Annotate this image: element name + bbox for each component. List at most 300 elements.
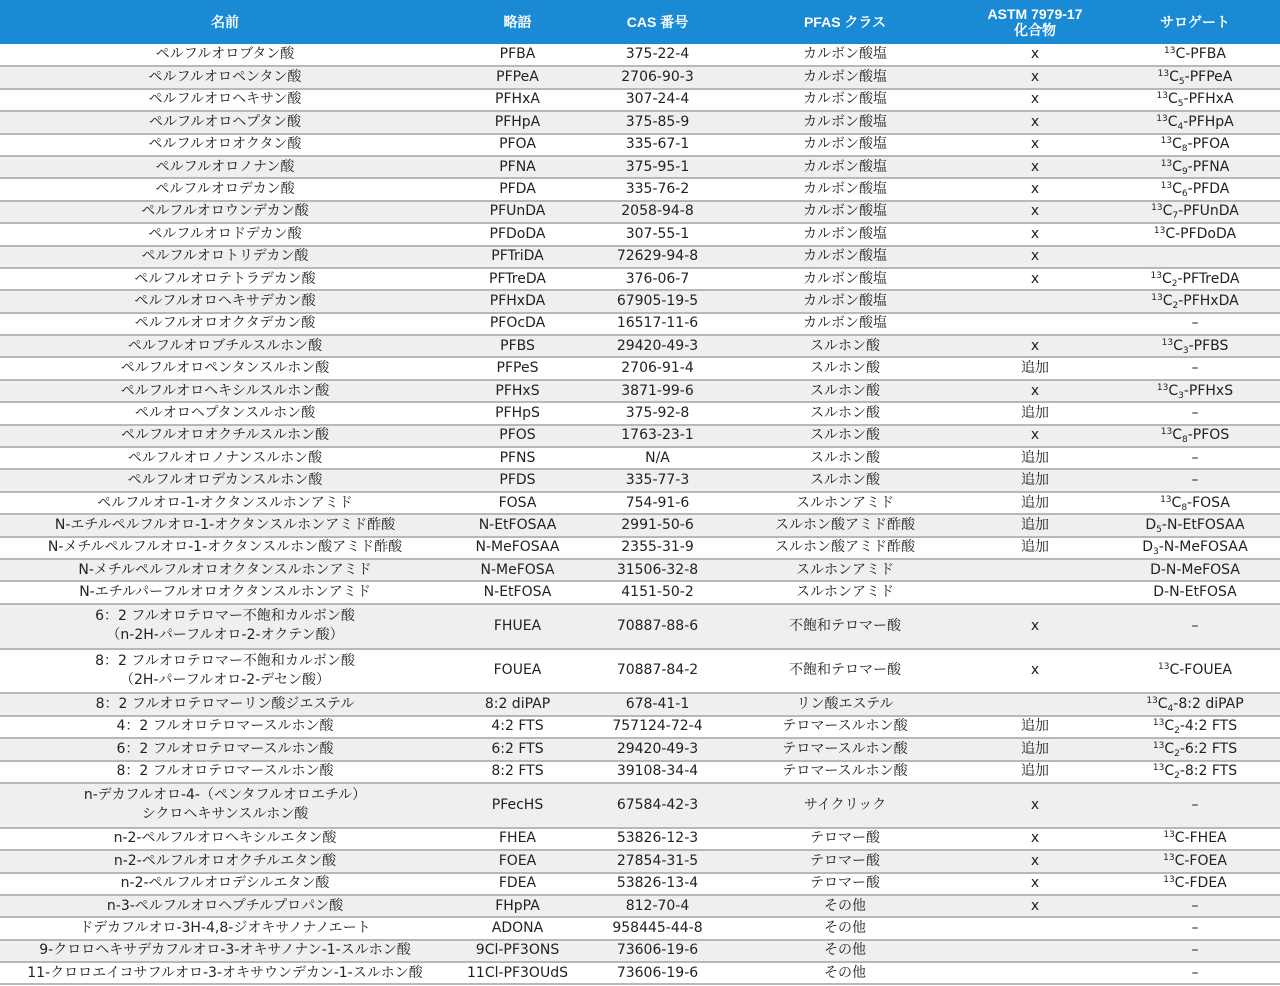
cell-cas: 754-91-6 [585, 492, 730, 514]
cell-surrogate [1110, 447, 1280, 469]
cell-cas: 53826-13-4 [585, 873, 730, 895]
cell-name: ペルフルオロウンデカン酸 [0, 201, 450, 223]
cell-abbr: FHUEA [450, 604, 585, 649]
cell-abbr: 8:2 diPAP [450, 693, 585, 715]
cell-astm: x [960, 111, 1110, 133]
cell-class: スルホン酸 [730, 380, 960, 402]
surrogate-element: C [1169, 662, 1180, 679]
cell-class: 不飽和テロマー酸 [730, 649, 960, 694]
cell-cas: 375-92-8 [585, 402, 730, 424]
surrogate-element: C [1167, 113, 1178, 130]
cell-class: カルボン酸塩 [730, 268, 960, 290]
surrogate-isotope-mass: 13 [1153, 225, 1166, 236]
surrogate-compound: -FDEA [1184, 875, 1227, 892]
cell-abbr: ADONA [450, 917, 585, 939]
cell-cas: 375-22-4 [585, 44, 730, 66]
surrogate-compound: -PFNA [1187, 158, 1230, 175]
table-row [0, 223, 1280, 245]
surrogate-compound: -FHEA [1184, 830, 1227, 847]
cell-cas: 73606-19-6 [585, 962, 730, 984]
cell-abbr: FHpPA [450, 895, 585, 917]
cell-surrogate [1110, 693, 1280, 715]
surrogate-atom-count: 3 [1182, 345, 1189, 356]
cell-cas: 29420-49-3 [585, 335, 730, 357]
cell-cas: 757124-72-4 [585, 716, 730, 738]
surrogate-compound: – [1191, 796, 1199, 813]
cell-surrogate [1110, 66, 1280, 88]
cell-astm: x [960, 156, 1110, 178]
surrogate-isotope-mass: 13 [1152, 718, 1165, 729]
cell-abbr: PFHpA [450, 111, 585, 133]
cell-surrogate [1110, 738, 1280, 760]
table-row [0, 402, 1280, 424]
cell-abbr: PFHpS [450, 402, 585, 424]
surrogate-compound: -PFHxS [1183, 382, 1234, 399]
cell-cas: 53826-12-3 [585, 828, 730, 850]
surrogate-isotope-mass: 13 [1157, 662, 1170, 673]
cell-abbr: PFDA [450, 178, 585, 200]
surrogate-compound: -PFBA [1185, 46, 1226, 63]
table-row [0, 111, 1280, 133]
cell-abbr: 9Cl-PF3ONS [450, 940, 585, 962]
cell-surrogate [1110, 156, 1280, 178]
cell-abbr: PFTreDA [450, 268, 585, 290]
surrogate-compound: -6:2 FTS [1179, 740, 1238, 757]
cell-class: スルホンアミド [730, 559, 960, 581]
cell-name: ペルフルオロブチルスルホン酸 [0, 335, 450, 357]
cell-abbr: PFOcDA [450, 313, 585, 335]
cell-cas: 16517-11-6 [585, 313, 730, 335]
cell-surrogate [1110, 828, 1280, 850]
surrogate-element: C [1168, 382, 1179, 399]
surrogate-isotope-mass: 13 [1160, 427, 1173, 438]
cell-surrogate [1110, 134, 1280, 156]
header-surrogate: サロゲート [1110, 0, 1280, 44]
cell-name: 4：2 フルオロテロマースルホン酸 [0, 716, 450, 738]
cell-abbr: PFNS [450, 447, 585, 469]
cell-class: カルボン酸塩 [730, 201, 960, 223]
cell-astm: 追加 [960, 761, 1110, 783]
cell-cas: 335-76-2 [585, 178, 730, 200]
table-row [0, 357, 1280, 379]
surrogate-atom-count: 7 [1172, 211, 1179, 222]
table-row [0, 246, 1280, 268]
surrogate-atom-count: 2 [1174, 771, 1180, 782]
cell-class: テロマースルホン酸 [730, 716, 960, 738]
header-name: 名前 [0, 0, 450, 44]
cell-cas: 4151-50-2 [585, 581, 730, 603]
cell-surrogate [1110, 895, 1280, 917]
table-row [0, 559, 1280, 581]
cell-cas: 307-55-1 [585, 223, 730, 245]
cell-surrogate [1110, 425, 1280, 447]
surrogate-isotope-mass: 13 [1156, 113, 1168, 124]
cell-cas: 72629-94-8 [585, 246, 730, 268]
cell-astm [960, 581, 1110, 603]
surrogate-isotope-mass: 13 [1156, 382, 1169, 393]
cell-astm: x [960, 66, 1110, 88]
cell-name: 8：2 フルオロテロマースルホン酸 [0, 761, 450, 783]
cell-cas: 812-70-4 [585, 895, 730, 917]
cell-surrogate [1110, 335, 1280, 357]
surrogate-compound: – [1191, 360, 1199, 377]
cell-name: ペルフルオロオクチルスルホン酸 [0, 425, 450, 447]
cell-class: その他 [730, 940, 960, 962]
cell-name: ペルフルオロペンタン酸 [0, 66, 450, 88]
table-row [0, 850, 1280, 872]
cell-astm: x [960, 895, 1110, 917]
table-row [0, 537, 1280, 559]
cell-astm: x [960, 380, 1110, 402]
cell-cas: 2355-31-9 [585, 537, 730, 559]
cell-cas: 376-06-7 [585, 268, 730, 290]
surrogate-atom-count: 5 [1177, 99, 1184, 110]
cell-abbr: 6:2 FTS [450, 738, 585, 760]
cell-astm: x [960, 268, 1110, 290]
cell-name: 11-クロロエイコサフルオロ-3-オキサウンデカン-1-スルホン酸 [0, 962, 450, 984]
cell-astm [960, 940, 1110, 962]
cell-class: スルホン酸 [730, 469, 960, 491]
cell-cas: 958445-44-8 [585, 917, 730, 939]
surrogate-compound: -PFHxA [1183, 91, 1234, 108]
table-row [0, 828, 1280, 850]
table-row [0, 917, 1280, 939]
cell-cas: 3871-99-6 [585, 380, 730, 402]
cell-abbr: N-MeFOSA [450, 559, 585, 581]
cell-class: スルホン酸 [730, 357, 960, 379]
surrogate-element: C [1161, 270, 1172, 287]
cell-cas: 70887-84-2 [585, 649, 730, 694]
surrogate-isotope-mass: 13 [1163, 830, 1175, 841]
cell-abbr: FOUEA [450, 649, 585, 694]
surrogate-atom-count: 3 [1178, 390, 1184, 401]
cell-name: N-エチルパーフルオロオクタンスルホンアミド [0, 581, 450, 603]
cell-abbr: PFTriDA [450, 246, 585, 268]
cell-cas: 73606-19-6 [585, 940, 730, 962]
surrogate-element: C [1162, 203, 1173, 220]
surrogate-element: C [1162, 292, 1173, 309]
cell-abbr: PFHxS [450, 380, 585, 402]
cell-cas: 307-24-4 [585, 89, 730, 111]
surrogate-compound: D-N-EtFOSA [1153, 584, 1237, 601]
cell-surrogate [1110, 514, 1280, 536]
cell-surrogate [1110, 761, 1280, 783]
cell-astm: 追加 [960, 514, 1110, 536]
cell-class: テロマースルホン酸 [730, 761, 960, 783]
cell-surrogate [1110, 313, 1280, 335]
cell-class: カルボン酸塩 [730, 156, 960, 178]
cell-surrogate [1110, 716, 1280, 738]
table-row [0, 492, 1280, 514]
cell-astm: x [960, 178, 1110, 200]
cell-astm: x [960, 425, 1110, 447]
cell-class: スルホン酸 [730, 335, 960, 357]
surrogate-compound: D-N-MeFOSA [1150, 561, 1240, 578]
cell-name: ペルフルオロブタン酸 [0, 44, 450, 66]
cell-surrogate [1110, 246, 1280, 268]
cell-class: カルボン酸塩 [730, 313, 960, 335]
cell-surrogate [1110, 44, 1280, 66]
surrogate-atom-count: 8 [1181, 502, 1188, 513]
surrogate-element: C [1171, 494, 1182, 511]
cell-astm: x [960, 828, 1110, 850]
surrogate-compound: – [1191, 449, 1199, 466]
surrogate-compound: -FOEA [1184, 852, 1227, 869]
cell-name: ペルフルオロ-1-オクタンスルホンアミド [0, 492, 450, 514]
cell-abbr: 11Cl-PF3OUdS [450, 962, 585, 984]
cell-surrogate [1110, 873, 1280, 895]
surrogate-element: C [1164, 718, 1175, 735]
cell-name: ペルフルオロオクタン酸 [0, 134, 450, 156]
cell-class: カルボン酸塩 [730, 111, 960, 133]
cell-class: テロマー酸 [730, 850, 960, 872]
surrogate-isotope-mass: 13 [1160, 494, 1172, 505]
cell-surrogate [1110, 559, 1280, 581]
surrogate-compound: -4:2 FTS [1179, 718, 1238, 735]
table-row [0, 313, 1280, 335]
cell-class: スルホン酸 [730, 402, 960, 424]
cell-class: スルホン酸 [730, 425, 960, 447]
cell-name: ペルフルオロトリデカン酸 [0, 246, 450, 268]
cell-astm: x [960, 335, 1110, 357]
surrogate-compound: -PFUnDA [1178, 203, 1239, 220]
cell-cas: 335-67-1 [585, 134, 730, 156]
cell-class: スルホンアミド [730, 581, 960, 603]
surrogate-element: C [1173, 337, 1183, 354]
cell-abbr: PFecHS [450, 783, 585, 828]
cell-surrogate [1110, 649, 1280, 694]
table-row [0, 649, 1280, 694]
surrogate-atom-count: 4 [1177, 121, 1184, 132]
cell-name: ペルフルオロドデカン酸 [0, 223, 450, 245]
cell-abbr: PFPeS [450, 357, 585, 379]
table-row [0, 134, 1280, 156]
surrogate-compound: – [1191, 897, 1199, 914]
cell-name: 8：2 フルオロテロマーリン酸ジエステル [0, 693, 450, 715]
cell-abbr: FHEA [450, 828, 585, 850]
cell-name: N-メチルペルフルオロ-1-オクタンスルホン酸アミド酢酸 [0, 537, 450, 559]
surrogate-atom-count: 9 [1181, 166, 1188, 177]
table-row [0, 380, 1280, 402]
cell-cas: 70887-88-6 [585, 604, 730, 649]
cell-astm [960, 290, 1110, 312]
header-astm: ASTM 7979-17 化合物 [960, 0, 1110, 44]
cell-abbr: PFBS [450, 335, 585, 357]
surrogate-isotope-mass: 13 [1163, 852, 1175, 863]
cell-cas: 29420-49-3 [585, 738, 730, 760]
cell-astm: x [960, 201, 1110, 223]
surrogate-compound: -PFDA [1187, 181, 1230, 198]
cell-class: カルボン酸塩 [730, 290, 960, 312]
surrogate-compound: -PFHpA [1183, 113, 1234, 130]
cell-surrogate [1110, 469, 1280, 491]
cell-abbr: PFOA [450, 134, 585, 156]
header-abbr: 略語 [450, 0, 585, 44]
surrogate-element: C [1164, 763, 1175, 780]
header-cas: CAS 番号 [585, 0, 730, 44]
cell-name: ペルフルオロノナン酸 [0, 156, 450, 178]
cell-name: n-2-ペルフルオロヘキシルエタン酸 [0, 828, 450, 850]
cell-abbr: 8:2 FTS [450, 761, 585, 783]
surrogate-compound: – [1191, 964, 1199, 981]
surrogate-isotope-mass: 13 [1156, 91, 1168, 102]
table-body [0, 44, 1280, 984]
table-row [0, 738, 1280, 760]
cell-name: ペルフルオロノナンスルホン酸 [0, 447, 450, 469]
surrogate-element: D [1145, 516, 1157, 533]
surrogate-isotope-mass: 13 [1152, 740, 1165, 751]
cell-cas: N/A [585, 447, 730, 469]
cell-astm [960, 313, 1110, 335]
cell-astm: x [960, 873, 1110, 895]
surrogate-compound: -PFTreDA [1177, 270, 1240, 287]
cell-astm [960, 693, 1110, 715]
surrogate-atom-count: 2 [1174, 726, 1180, 737]
cell-name: 6：2 フルオロテロマー不飽和カルボン酸 （n-2H-パーフルオロ-2-オクテン酸） [0, 604, 450, 649]
cell-name: N-エチルペルフルオロ-1-オクタンスルホンアミド酢酸 [0, 514, 450, 536]
surrogate-isotope-mass: 13 [1160, 136, 1173, 147]
cell-abbr: FOEA [450, 850, 585, 872]
cell-class: テロマー酸 [730, 828, 960, 850]
cell-astm: x [960, 89, 1110, 111]
cell-surrogate [1110, 357, 1280, 379]
cell-astm: x [960, 246, 1110, 268]
surrogate-element: C [1169, 69, 1179, 86]
cell-name: ペルフルオロデカンスルホン酸 [0, 469, 450, 491]
surrogate-element: C [1174, 852, 1185, 869]
surrogate-isotope-mass: 13 [1160, 181, 1173, 192]
table-row [0, 581, 1280, 603]
surrogate-compound: -PFPeA [1184, 69, 1233, 86]
cell-astm: 追加 [960, 402, 1110, 424]
table-row [0, 962, 1280, 984]
cell-surrogate [1110, 201, 1280, 223]
cell-name: 8：2 フルオロテロマー不飽和カルボン酸 （2H-パーフルオロ-2-デセン酸） [0, 649, 450, 694]
table-row [0, 290, 1280, 312]
cell-surrogate [1110, 537, 1280, 559]
cell-class: その他 [730, 895, 960, 917]
cell-surrogate [1110, 268, 1280, 290]
cell-astm: x [960, 850, 1110, 872]
table-row [0, 156, 1280, 178]
surrogate-atom-count: 2 [1172, 300, 1179, 311]
table-row [0, 425, 1280, 447]
table-row [0, 447, 1280, 469]
table-row [0, 89, 1280, 111]
cell-surrogate [1110, 962, 1280, 984]
cell-cas: 1763-23-1 [585, 425, 730, 447]
surrogate-compound: -PFOA [1187, 136, 1230, 153]
cell-cas: 2706-90-3 [585, 66, 730, 88]
cell-abbr: FDEA [450, 873, 585, 895]
cell-surrogate [1110, 917, 1280, 939]
cell-name: ペルフルオロヘキサデカン酸 [0, 290, 450, 312]
table-row [0, 268, 1280, 290]
cell-class: スルホン酸アミド酢酸 [730, 537, 960, 559]
surrogate-element: C [1168, 91, 1178, 108]
surrogate-atom-count: 2 [1174, 748, 1180, 759]
table-row [0, 335, 1280, 357]
cell-astm [960, 917, 1110, 939]
cell-astm [960, 559, 1110, 581]
table-row [0, 940, 1280, 962]
cell-astm: x [960, 44, 1110, 66]
cell-class: カルボン酸塩 [730, 178, 960, 200]
surrogate-atom-count: 4 [1167, 704, 1174, 715]
cell-cas: 27854-31-5 [585, 850, 730, 872]
cell-name: N-メチルペルフルオロオクタンスルホンアミド [0, 559, 450, 581]
cell-name: n-3-ペルフルオロヘプチルプロパン酸 [0, 895, 450, 917]
cell-surrogate [1110, 178, 1280, 200]
cell-class: カルボン酸塩 [730, 89, 960, 111]
surrogate-compound: – [1191, 617, 1199, 634]
cell-name: n-2-ペルフルオロオクチルエタン酸 [0, 850, 450, 872]
cell-astm [960, 962, 1110, 984]
cell-class: 不飽和テロマー酸 [730, 604, 960, 649]
cell-cas: 2706-91-4 [585, 357, 730, 379]
cell-abbr: PFPeA [450, 66, 585, 88]
cell-class: カルボン酸塩 [730, 44, 960, 66]
surrogate-isotope-mass: 13 [1152, 763, 1165, 774]
surrogate-element: C [1172, 181, 1182, 198]
cell-surrogate [1110, 89, 1280, 111]
cell-class: カルボン酸塩 [730, 134, 960, 156]
cell-class: テロマースルホン酸 [730, 738, 960, 760]
surrogate-atom-count: 3 [1153, 547, 1159, 558]
cell-surrogate [1110, 581, 1280, 603]
cell-cas: 2058-94-8 [585, 201, 730, 223]
cell-name: ペルオロヘプタンスルホン酸 [0, 402, 450, 424]
surrogate-compound: -8:2 FTS [1179, 763, 1238, 780]
cell-abbr: PFDoDA [450, 223, 585, 245]
table-row [0, 514, 1280, 536]
cell-abbr: PFHxDA [450, 290, 585, 312]
cell-astm: x [960, 134, 1110, 156]
surrogate-isotope-mass: 13 [1150, 270, 1162, 281]
cell-abbr: 4:2 FTS [450, 716, 585, 738]
surrogate-element: C [1175, 46, 1186, 63]
cell-astm: 追加 [960, 469, 1110, 491]
table-header [0, 0, 1280, 44]
surrogate-element: C [1165, 225, 1176, 242]
table-row [0, 895, 1280, 917]
surrogate-atom-count: 2 [1171, 278, 1178, 289]
surrogate-element: C [1172, 158, 1182, 175]
table-row [0, 44, 1280, 66]
cell-abbr: N-EtFOSAA [450, 514, 585, 536]
cell-name: ペルフルオロヘキサン酸 [0, 89, 450, 111]
cell-abbr: PFNA [450, 156, 585, 178]
surrogate-compound: – [1191, 315, 1199, 332]
cell-name: ペルフルオロペンタンスルホン酸 [0, 357, 450, 379]
surrogate-isotope-mass: 13 [1146, 696, 1158, 707]
surrogate-compound: -PFHxDA [1178, 292, 1239, 309]
cell-name: ペルフルオロデカン酸 [0, 178, 450, 200]
cell-surrogate [1110, 402, 1280, 424]
cell-astm: x [960, 604, 1110, 649]
surrogate-element: C [1172, 427, 1183, 444]
surrogate-atom-count: 8 [1181, 144, 1188, 155]
surrogate-isotope-mass: 13 [1160, 158, 1173, 169]
cell-class: スルホン酸アミド酢酸 [730, 514, 960, 536]
cell-cas: 39108-34-4 [585, 761, 730, 783]
surrogate-compound: -FOSA [1187, 494, 1230, 511]
cell-class: スルホン酸 [730, 447, 960, 469]
surrogate-element: C [1157, 696, 1168, 713]
surrogate-compound: – [1191, 472, 1199, 489]
table-row [0, 604, 1280, 649]
surrogate-element: C [1174, 830, 1185, 847]
